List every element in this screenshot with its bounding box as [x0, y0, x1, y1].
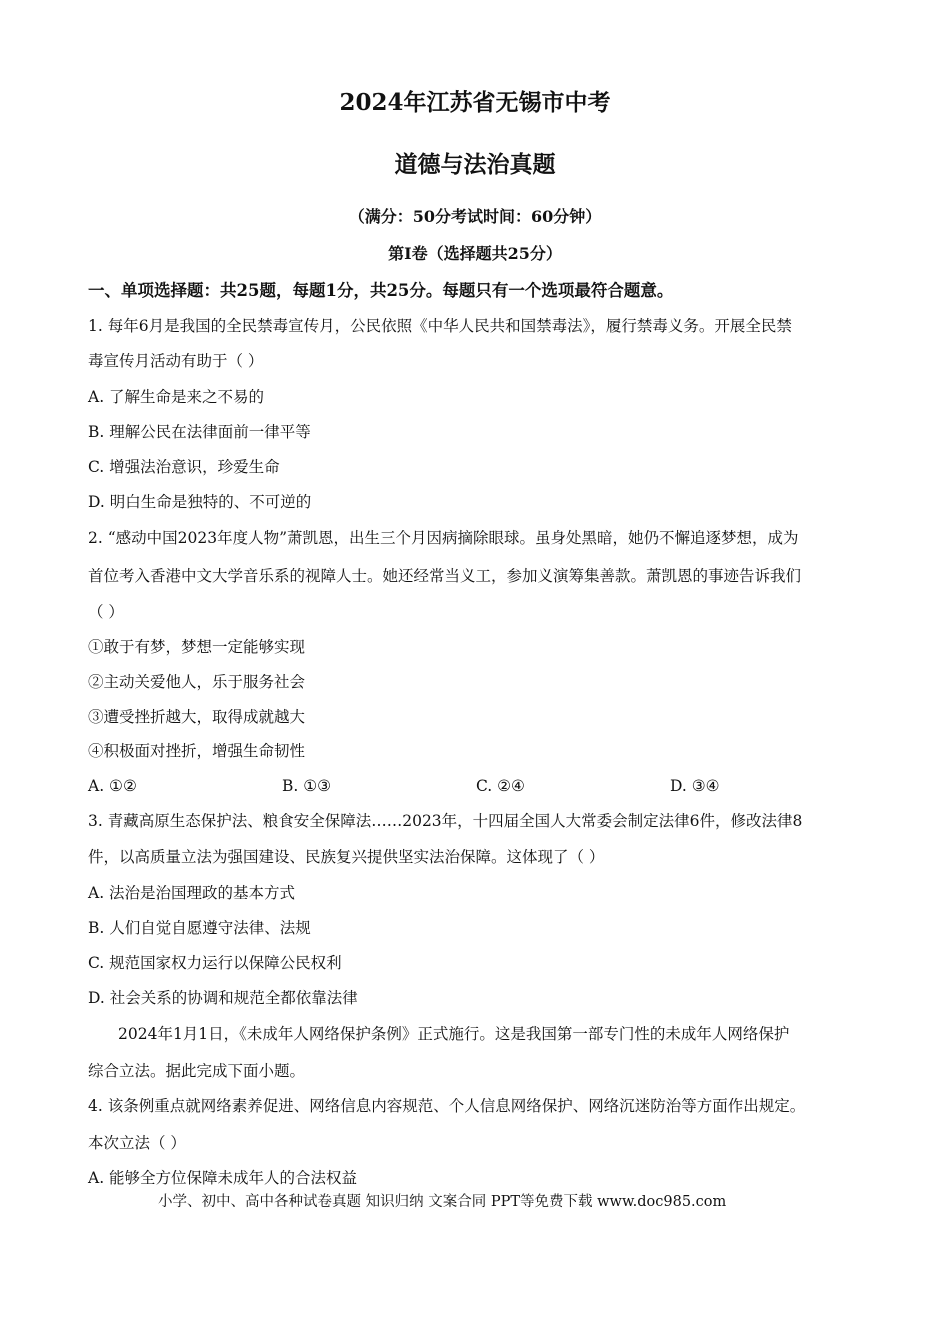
q2-option-a: A. ①② — [88, 777, 137, 795]
q3-option-a: A. 法治是治国理政的基本方式 — [88, 884, 296, 902]
q1-stem-line1: 1. 每年6月是我国的全民禁毒宣传月，公民依照《中华人民共和国禁毒法》，履行禁毒义务。开展全民禁 — [88, 317, 792, 335]
q2-stem-line3: （ ） — [88, 603, 124, 621]
q2-option-d: D. ③④ — [670, 777, 720, 795]
q4-stem-line2: 本次立法（ ） — [88, 1134, 186, 1152]
q3-stem-line2: 件，以高质量立法为强国建设、民族复兴提供坚实法治保障。这体现了（ ） — [88, 848, 605, 866]
q3-stem-line1: 3. 青藏高原生态保护法、粮食安全保障法……2023年，十四届全国人大常委会制定法律6件，修改法律8 — [88, 812, 803, 830]
q3-option-c: C. 规范国家权力运行以保障公民权利 — [88, 954, 342, 972]
volume-heading: 第Ⅰ卷（选择题共25分） — [388, 244, 562, 263]
q3-option-d: D. 社会关系的协调和规范全都依靠法律 — [88, 989, 358, 1007]
material-line2: 综合立法。据此完成下面小题。 — [88, 1062, 306, 1080]
exam-info: （满分：50分考试时间：60分钟） — [348, 207, 602, 226]
q2-stem-line2: 首位考入香港中文大学音乐系的视障人士。她还经常当义工，参加义演筹集善款。萧凯恩的事迹告诉我们 — [88, 567, 802, 585]
q1-option-d: D. 明白生命是独特的、不可逆的 — [88, 493, 312, 511]
q1-option-c: C. 增强法治意识，珍爱生命 — [88, 458, 280, 476]
q4-option-a: A. 能够全方位保障未成年人的合法权益 — [88, 1169, 358, 1187]
q2-option-b: B. ①③ — [282, 777, 332, 795]
q2-stem-line1: 2. “感动中国2023年度人物”萧凯恩，出生三个月因病摘除眼球。虽身处黑暗，她仍不懈追逐梦想，成为 — [88, 529, 799, 547]
q1-option-b: B. 理解公民在法律面前一律平等 — [88, 423, 311, 441]
q2-item-1: ①敢于有梦，梦想一定能够实现 — [88, 638, 306, 656]
q2-item-4: ④积极面对挫折，增强生命韧性 — [88, 742, 306, 760]
q2-item-3: ③遭受挫折越大，取得成就越大 — [88, 708, 306, 726]
material-line1: 2024年1月1日，《未成年人网络保护条例》正式施行。这是我国第一部专门性的未成年人网络保护 — [118, 1025, 790, 1043]
q2-option-c: C. ②④ — [476, 777, 525, 795]
q1-option-a: A. 了解生命是来之不易的 — [88, 388, 265, 406]
q3-option-b: B. 人们自觉自愿遵守法律、法规 — [88, 919, 311, 937]
page-footer: 小学、初中、高中各种试卷真题 知识归纳 文案合同 PPT等免费下载 www.doc985.com — [158, 1194, 727, 1210]
section-heading: 一、单项选择题：共25题，每题1分，共25分。每题只有一个选项最符合题意。 — [88, 281, 674, 300]
q1-stem-line2: 毒宣传月活动有助于（ ） — [88, 352, 264, 370]
page-subtitle: 道德与法治真题 — [394, 151, 556, 178]
q4-stem-line1: 4. 该条例重点就网络素养促进、网络信息内容规范、个人信息网络保护、网络沉迷防治等方面作出规定。 — [88, 1097, 806, 1115]
page-title: 2024年江苏省无锡市中考 — [339, 89, 611, 116]
q2-item-2: ②主动关爱他人，乐于服务社会 — [88, 673, 306, 691]
